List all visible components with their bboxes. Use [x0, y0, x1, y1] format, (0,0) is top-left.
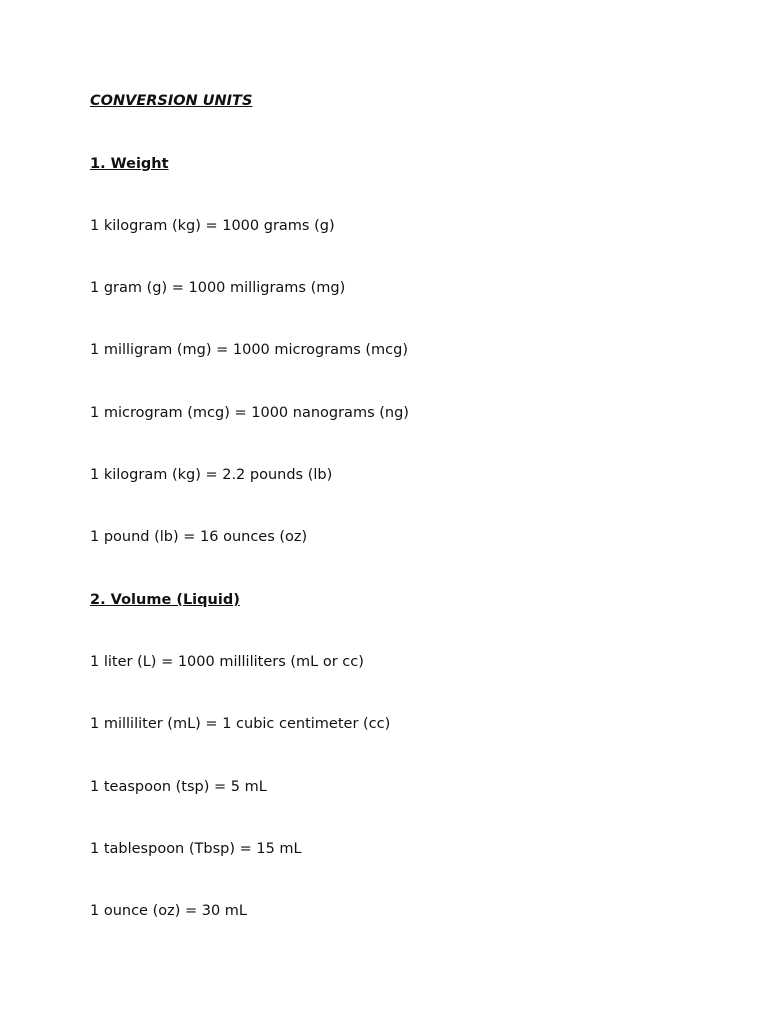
conversion-line: 1 pound (lb) = 16 ounces (oz)	[90, 529, 308, 545]
section-heading-volume: 2. Volume (Liquid)	[90, 592, 240, 608]
conversion-line: 1 kilogram (kg) = 1000 grams (g)	[90, 218, 335, 234]
conversion-line: 1 liter (L) = 1000 milliliters (mL or cc)	[90, 654, 364, 670]
conversion-line: 1 gram (g) = 1000 milligrams (mg)	[90, 280, 346, 296]
conversion-line: 1 milligram (mg) = 1000 micrograms (mcg)	[90, 342, 408, 358]
conversion-line: 1 milliliter (mL) = 1 cubic centimeter (cc)	[90, 716, 391, 732]
section-heading-weight: 1. Weight	[90, 156, 169, 172]
conversion-line: 1 microgram (mcg) = 1000 nanograms (ng)	[90, 405, 409, 421]
conversion-line: 1 teaspoon (tsp) = 5 mL	[90, 779, 267, 795]
conversion-line: 1 kilogram (kg) = 2.2 pounds (lb)	[90, 467, 333, 483]
conversion-line: 1 tablespoon (Tbsp) = 15 mL	[90, 841, 302, 857]
document-title: CONVERSION UNITS	[90, 93, 253, 109]
conversion-line: 1 ounce (oz) = 30 mL	[90, 903, 248, 919]
